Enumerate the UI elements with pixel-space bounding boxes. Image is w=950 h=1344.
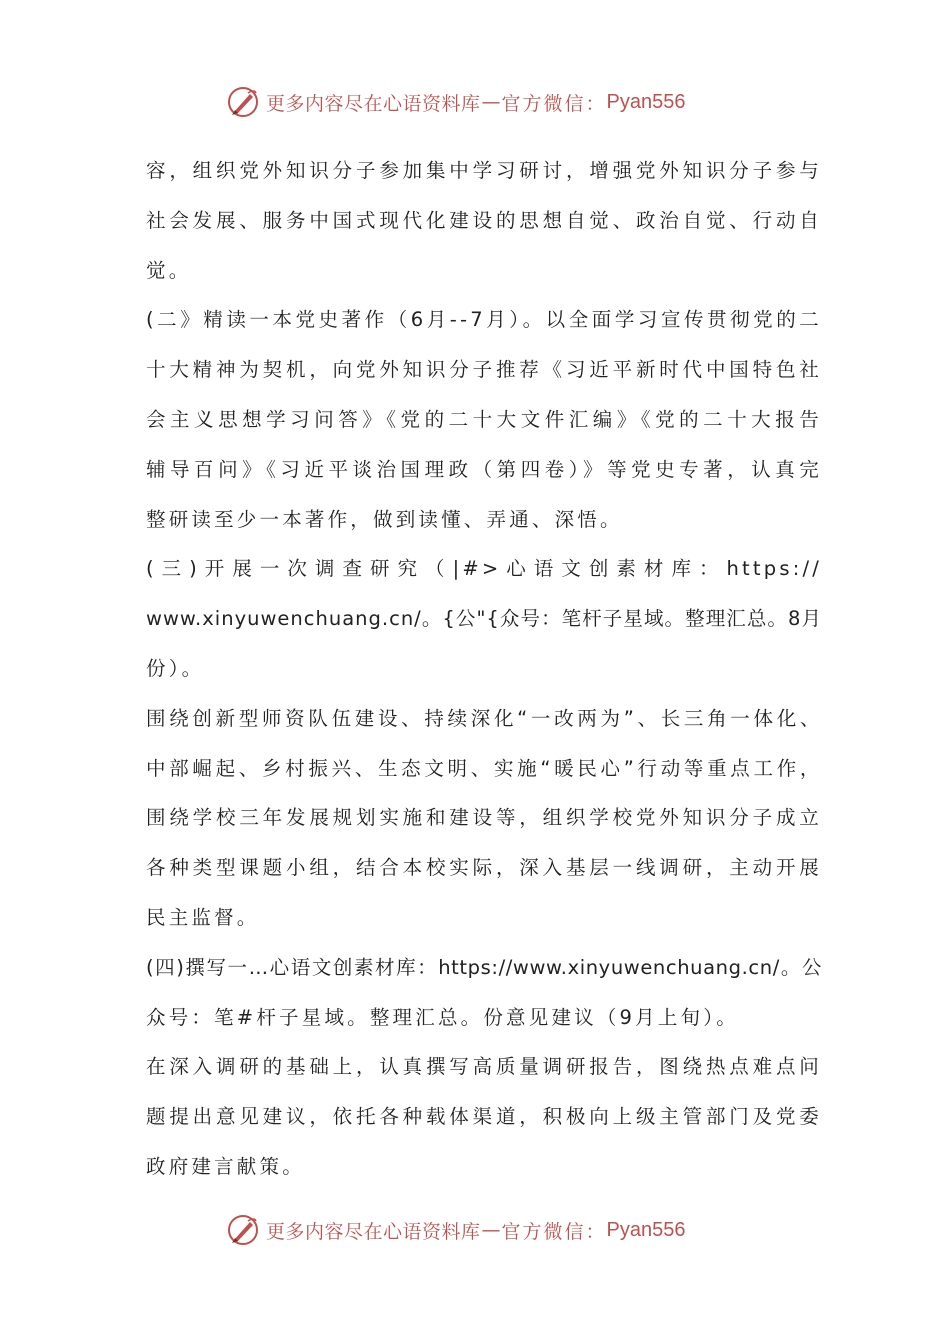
footer-wechat-label: 官方微信：	[501, 1220, 607, 1243]
text-line-10: www.xinyuwenchuang.cn/。{公"{众号：笔杆子星域。整理汇总。8月	[146, 607, 822, 631]
footer-brand-text: 更多内容尽在心语资料库	[266, 1220, 481, 1243]
text-line-18: 众号：笔#杆子星域。整理汇总。份意见建议（9月上旬）。	[146, 1005, 739, 1029]
header-dash: —	[481, 91, 501, 113]
text-line-4: (二》精读一本党史著作（6月--7月）。以全面学习宣传贯彻党的二	[146, 308, 822, 332]
header-banner	[226, 84, 746, 120]
text-line-19: 在深入调研的基础上，认真撰写高质量调研报告，图绕热点难点问	[146, 1055, 822, 1079]
footer-dash: —	[481, 1219, 501, 1241]
text-line-20: 题提出意见建议，依托各种载体渠道，积极向上级主管部门及党委	[146, 1105, 822, 1129]
text-line-5: 十大精神为契机，向党外知识分子推荐《习近平新时代中国特色社	[146, 358, 822, 382]
footer-wechat-id: Pyan556	[606, 1218, 686, 1241]
text-line-12: 围绕创新型师资队伍建设、持续深化“一改两为”、长三角一体化、	[146, 706, 822, 730]
header-brand-text: 更多内容尽在心语资料库	[266, 92, 481, 115]
header-wechat-label: 官方微信：	[501, 92, 607, 115]
header-wechat-id: Pyan556	[606, 90, 686, 113]
text-line-1: 容，组织党外知识分子参加集中学习研讨，增强党外知识分子参与	[146, 159, 822, 182]
document-body	[146, 146, 822, 1192]
text-line-8: 整研读至少一本著作，做到读懂、弄通、深悟。	[146, 507, 623, 531]
text-line-21: 政府建言献策。	[146, 1154, 305, 1178]
pen-logo-icon	[226, 1213, 260, 1247]
text-line-6: 会主义思想学习问答》《党的二十大文件汇编》《党的二十大报告	[146, 407, 822, 431]
text-line-14: 围绕学校三年发展规划实施和建设等，组织学校党外知识分子成立	[146, 806, 822, 830]
pen-logo-icon	[226, 85, 260, 119]
footer-banner	[226, 1212, 746, 1248]
text-line-2: 社会发展、服务中国式现代化建设的思想自觉、政治自觉、行动自	[146, 208, 822, 232]
text-line-15: 各种类型课题小组，结合本校实际，深入基层一线调研，主动开展	[146, 856, 822, 880]
text-line-3: 觉。	[146, 258, 192, 282]
text-line-16: 民主监督。	[146, 905, 260, 929]
text-line-9: (三)开展一次调查研究（|#>心语文创素材库：https://	[146, 557, 822, 581]
text-line-13: 中部崛起、乡村振兴、生态文明、实施“暖民心”行动等重点工作，	[146, 756, 822, 780]
text-line-17: (四)撰写一…心语文创素材库：https://www.xinyuwenchuang.cn/。公	[146, 955, 822, 979]
text-line-11: 份）。	[146, 656, 205, 680]
text-line-7: 辅导百问》《习近平谈治国理政（第四卷）》等党史专著，认真完	[146, 457, 822, 481]
